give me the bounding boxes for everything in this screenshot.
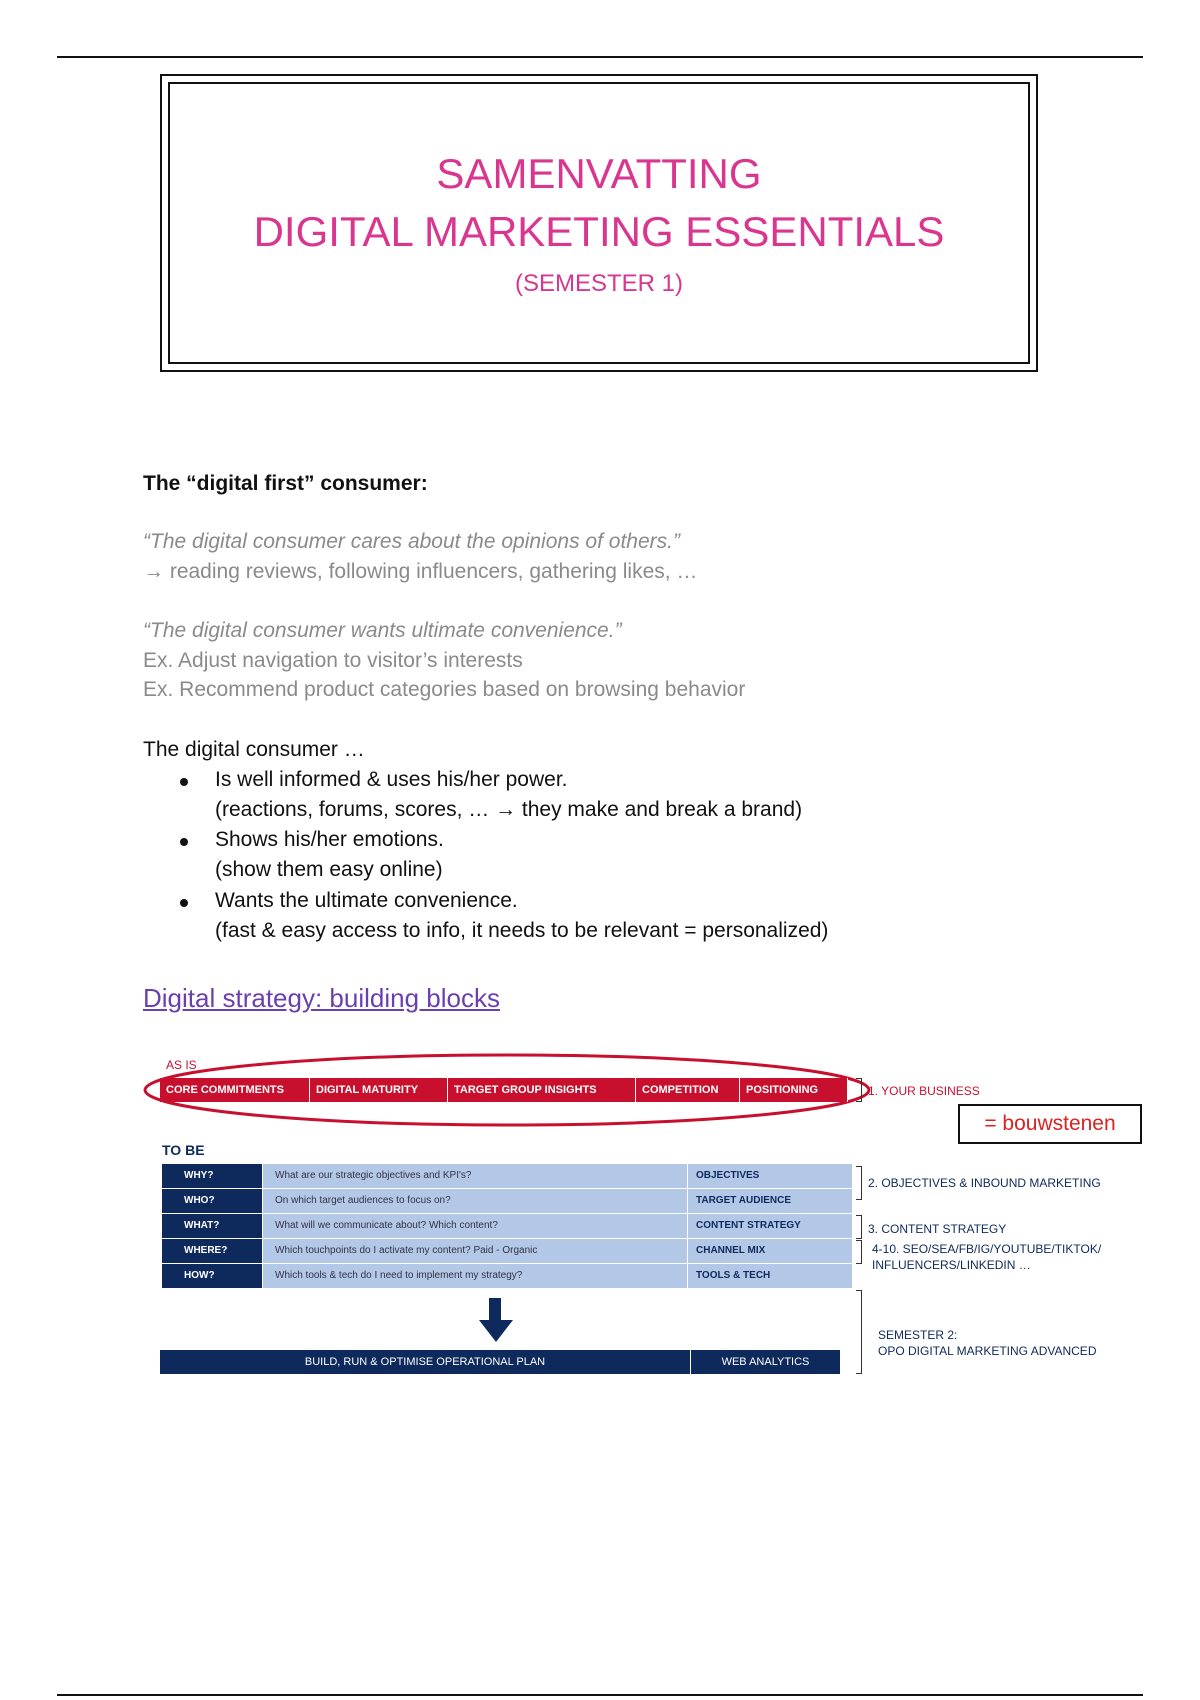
title-line-2: DIGITAL MARKETING ESSENTIALS <box>253 208 945 255</box>
as-is-label: AS IS <box>166 1058 197 1072</box>
bullet-dot <box>180 838 188 846</box>
your-business-label: 1. YOUR BUSINESS <box>868 1084 980 1098</box>
row-description: What will we communicate about? Which content? <box>262 1214 687 1238</box>
bullet-1-text: Is well informed & uses his/her power. <box>215 768 568 791</box>
bullet-2-sub: (show them easy online) <box>215 858 443 881</box>
quote-1-note: → reading reviews, following influencers, gathering likes, … <box>143 560 698 583</box>
row-question: HOW? <box>162 1264 262 1288</box>
bullet-2 <box>215 828 444 852</box>
row-question: WHAT? <box>162 1214 262 1238</box>
strategy-heading-link[interactable]: Digital strategy: building blocks <box>143 983 500 1013</box>
as-is-competition: COMPETITION <box>636 1078 740 1102</box>
operational-plan-bar <box>160 1350 840 1374</box>
row-question: WHY? <box>162 1164 262 1188</box>
bullet-1-sub: (reactions, forums, scores, … → they make and break a brand) <box>215 798 803 821</box>
bullet-1 <box>215 768 568 792</box>
row-label: TOOLS & TECH <box>687 1264 852 1288</box>
row-question: WHERE? <box>162 1239 262 1263</box>
bottom-rule <box>57 1694 1143 1696</box>
to-be-label: TO BE <box>162 1142 205 1158</box>
objectives-label: 2. OBJECTIVES & INBOUND MARKETING <box>868 1176 1101 1190</box>
title-line-3: (SEMESTER 1) <box>514 270 684 297</box>
example-2: Ex. Recommend product categories based on browsing behavior <box>143 678 746 701</box>
as-is-digital-maturity: DIGITAL MATURITY <box>310 1078 448 1102</box>
title-box <box>160 74 1038 372</box>
quote-1: “The digital consumer cares about the opinions of others.” <box>143 530 680 553</box>
web-analytics-label: WEB ANALYTICS <box>721 1356 810 1368</box>
row-description: What are our strategic objectives and KPI's? <box>262 1164 687 1188</box>
consumer-heading: The “digital first” consumer: <box>143 472 428 495</box>
example-1: Ex. Adjust navigation to visitor’s interests <box>143 649 523 672</box>
quote-2: “The digital consumer wants ultimate convenience.” <box>143 619 622 642</box>
title-line-1: SAMENVATTING <box>436 150 762 197</box>
row-label: CONTENT STRATEGY <box>687 1214 852 1238</box>
row-description: Which tools & tech do I need to implement my strategy? <box>262 1264 687 1288</box>
brace-your-business <box>856 1078 862 1102</box>
row-label: TARGET AUDIENCE <box>687 1189 852 1213</box>
bullet-3 <box>215 889 518 913</box>
operational-plan-label: BUILD, RUN & OPTIMISE OPERATIONAL PLAN <box>160 1350 691 1374</box>
row-label: CHANNEL MIX <box>687 1239 852 1263</box>
title-inner-border <box>168 82 1030 364</box>
arrow-down-icon <box>476 1298 516 1348</box>
bullet-dot <box>180 899 188 907</box>
strategy-diagram <box>140 1048 1150 1378</box>
bullet-dot <box>180 778 188 786</box>
row-description: Which touchpoints do I activate my content? Paid - Organic <box>262 1239 687 1263</box>
as-is-positioning: POSITIONING <box>740 1078 848 1102</box>
channels-label-2: INFLUENCERS/LINKEDIN … <box>872 1258 1031 1272</box>
brace-content <box>856 1215 862 1239</box>
bullet-3-sub: (fast & easy access to info, it needs to be relevant = personalized) <box>215 919 829 942</box>
brace-semester <box>856 1290 862 1374</box>
brace-channels <box>856 1240 862 1264</box>
bullet-3-text: Wants the ultimate convenience. <box>215 889 518 912</box>
as-is-core-commitments: CORE COMMITMENTS <box>160 1078 310 1102</box>
brace-objectives <box>856 1166 862 1200</box>
row-label: OBJECTIVES <box>687 1164 852 1188</box>
semester-label-2: OPO DIGITAL MARKETING ADVANCED <box>878 1344 1097 1358</box>
bullet-2-text: Shows his/her emotions. <box>215 828 444 851</box>
channels-label-1: 4-10. SEO/SEA/FB/IG/YOUTUBE/TIKTOK/ <box>872 1242 1102 1256</box>
semester-label-1: SEMESTER 2: <box>878 1328 958 1342</box>
content-strategy-label: 3. CONTENT STRATEGY <box>868 1222 1007 1236</box>
row-description: On which target audiences to focus on? <box>262 1189 687 1213</box>
consumer-lead: The digital consumer … <box>143 738 365 761</box>
bouwstenen-box: = bouwstenen <box>958 1104 1142 1144</box>
row-question: WHO? <box>162 1189 262 1213</box>
as-is-target-group-insights: TARGET GROUP INSIGHTS <box>448 1078 636 1102</box>
top-rule <box>57 56 1143 58</box>
